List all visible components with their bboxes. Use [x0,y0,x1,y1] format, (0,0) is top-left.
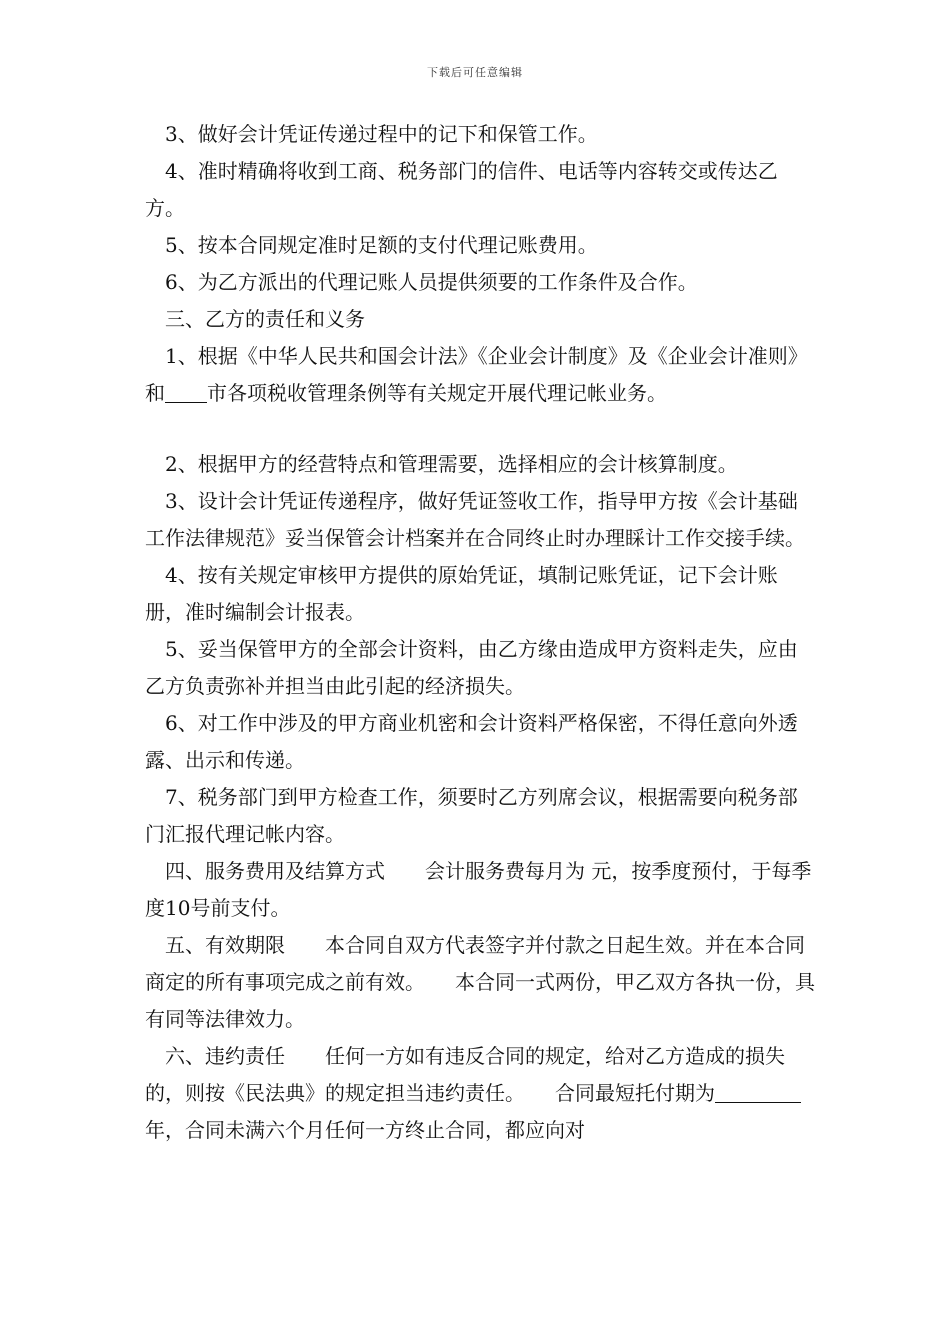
section-5-validity: 五、有效期限 本合同自双方代表签字并付款之日起生效。并在本合同商定的所有事项完成之前有效。 本合同一式两份，甲乙双方各执一份，具有同等法律效力。 [145,933,815,1031]
paragraph-b2: 2、根据甲方的经营特点和管理需要，选择相应的会计核算制度。 [165,452,738,476]
paragraph-a4: 4、准时精确将收到工商、税务部门的信件、电话等内容转交或传达乙方。 [145,159,778,220]
paragraph-b7: 7、税务部门到甲方检查工作，须要时乙方列席会议，根据需要向税务部门汇报代理记帐内容。 [145,785,798,846]
paragraph-b1-before: 1、根据《中华人民共和国会计法》《企业会计制度》及《企业会计准则》和 [145,344,808,405]
paragraph-b1-after: 市各项税收管理条例等有关规定开展代理记帐业务。 [207,381,667,405]
section-6-before: 六、违约责任 任何一方如有违反合同的规定，给对乙方造成的损失的，则按《民法典》的规定担当违约责任。 合同最短托付期为 [145,1044,785,1105]
fill-in-blank-city[interactable] [165,382,207,403]
paragraph-b5: 5、妥当保管甲方的全部会计资料，由乙方缘由造成甲方资料走失，应由乙方负责弥补并担当由此引起的经济损失。 [145,637,798,698]
section-6-after: 年，合同未满六个月任何一方终止合同，都应向对 [145,1118,585,1142]
section-6-liability [145,1038,815,1149]
paragraph-gap [145,412,815,446]
paragraph-b3: 3、设计会计凭证传递程序，做好凭证签收工作，指导甲方按《会计基础工作法律规范》妥当保管会计档案并在合同终止时办理睬计工作交接手续。 [145,489,805,550]
fill-in-blank-years[interactable] [715,1082,801,1103]
paragraph-a6: 6、为乙方派出的代理记账人员提供须要的工作条件及合作。 [165,270,698,294]
paragraph-a3: 3、做好会计凭证传递过程中的记下和保管工作。 [165,122,598,146]
paragraph-b6: 6、对工作中涉及的甲方商业机密和会计资料严格保密，不得任意向外透露、出示和传递。 [145,711,798,772]
paragraph-a5: 5、按本合同规定准时足额的支付代理记账费用。 [165,233,598,257]
paragraph-b4: 4、按有关规定审核甲方提供的原始凭证，填制记账凭证，记下会计账册，准时编制会计报表。 [145,563,778,624]
section-heading-3: 三、乙方的责任和义务 [165,307,365,331]
section-4-fees: 四、服务费用及结算方式 会计服务费每月为 元，按季度预付，于每季度10号前支付。 [145,859,812,920]
page-header-note: 下载后可任意编辑 [427,66,523,79]
paragraph-b1 [145,338,815,412]
document-body [145,116,815,1149]
